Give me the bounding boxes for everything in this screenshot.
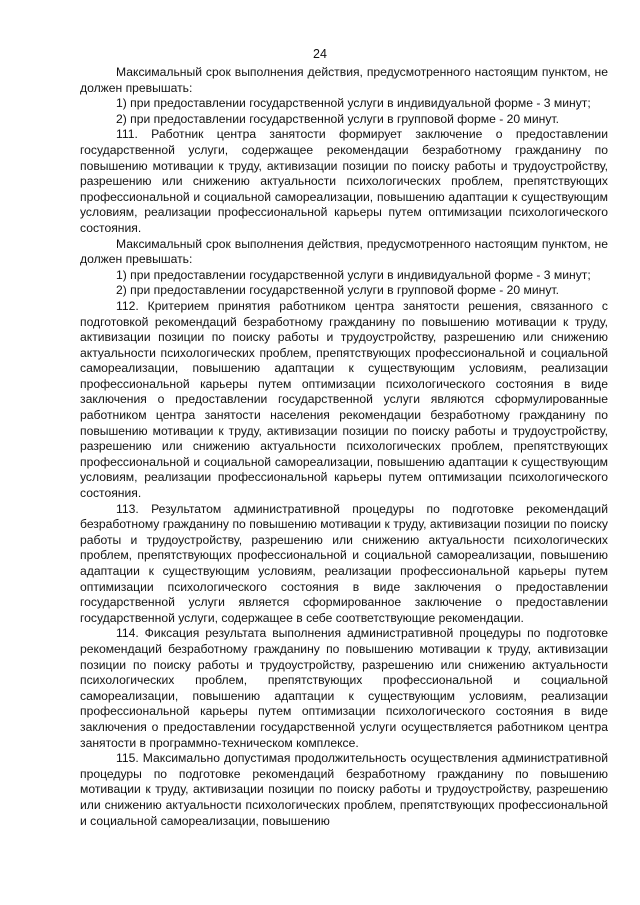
- paragraph-individual-form-2: 1) при предоставлении государственной услуги в индивидуальной форме - 3 минут;: [116, 267, 591, 282]
- paragraph-113: 113. Результатом административной процедуры по подготовке рекомендаций безработному гражданину по повышению мотивации к труду, активизации позиции по поиску работы и трудоустройству, разрешению или снижению актуальности психологических проблем, препятствующих профессиональной и социальной самореализации, повышению адаптации к существующим условиям, реализации профессиональной карьеры путем оптимизации психологического состояния в виде заключения о предоставлении государственной услуги является сформированное заключение о предоставлении государственной услуги, содержащее в себе соответствующие рекомендации.: [80, 501, 608, 625]
- paragraph-individual-form-1: 1) при предоставлении государственной услуги в индивидуальной форме - 3 минут;: [116, 96, 591, 111]
- paragraph-max-time-1: Максимальный срок выполнения действия, предусмотренного настоящим пунктом, не должен превышать:: [80, 65, 608, 95]
- paragraph-111: 111. Работник центра занятости формирует заключение о предоставлении государственной услуги, содержащее рекомендации безработному гражданину по повышению мотивации к труду, активизации позиции по поиску работы и трудоустройству, разрешению или снижению актуальности психологических проблем, препятствующих профессиональной и социальной самореализации, повышению адаптации к существующим условиям, реализации профессиональной карьеры путем оптимизации психологического состояния.: [80, 127, 608, 235]
- paragraph-group-form-1: 2) при предоставлении государственной услуги в групповой форме - 20 минут.: [116, 111, 559, 126]
- paragraph-112: 112. Критерием принятия работником центра занятости решения, связанного с подготовкой рекомендаций безработному гражданину по повышению мотивации к труду, активизации позиции по поиску работы и трудоустройству, разрешению или снижению актуальности психологических проблем, препятствующих профессиональной и социальной самореализации, повышению адаптации к существующим условиям, реализации профессиональной карьеры путем оптимизации психологического состояния в виде заключения о предоставлении государственной услуги являются сформулированные работником центра занятости населения рекомендации безработному гражданину по повышению мотивации к труду, активизации позиции по поиску работы и трудоустройству, разрешению или снижению актуальности психологических проблем, препятствующих профессиональной и социальной самореализации, повышению адаптации к существующим условиям, реализации профессиональной карьеры путем оптимизации психологического состояния.: [80, 298, 608, 501]
- paragraph-115: 115. Максимально допустимая продолжительность осуществления административной процедуры по подготовке рекомендаций безработному гражданину по повышению мотивации к труду, активизации позиции по поиску работы и трудоустройству, разрешению или снижению актуальности психологических проблем, препятствующих профессиональной и социальной самореализации, повышению: [80, 751, 608, 828]
- paragraph-114: 114. Фиксация результата выполнения административной процедуры по подготовке рекомендаций безработному гражданину по повышению мотивации к труду, активизации позиции по поиску работы и трудоустройству, разрешению или снижению актуальности психологических проблем, препятствующих профессиональной и социальной самореализации, повышению адаптации к существующим условиям, реализации профессиональной карьеры путем оптимизации психологического состояния в виде заключения о предоставлении государственной услуги осуществляется работником центра занятости в программно-техническом комплексе.: [80, 626, 608, 750]
- page-number: 24: [313, 47, 327, 61]
- paragraph-max-time-2: Максимальный срок выполнения действия, предусмотренного настоящим пунктом, не должен превышать:: [80, 236, 608, 267]
- document-body: [80, 65, 608, 829]
- paragraph-group-form-2: 2) при предоставлении государственной услуги в групповой форме - 20 минут.: [116, 283, 559, 298]
